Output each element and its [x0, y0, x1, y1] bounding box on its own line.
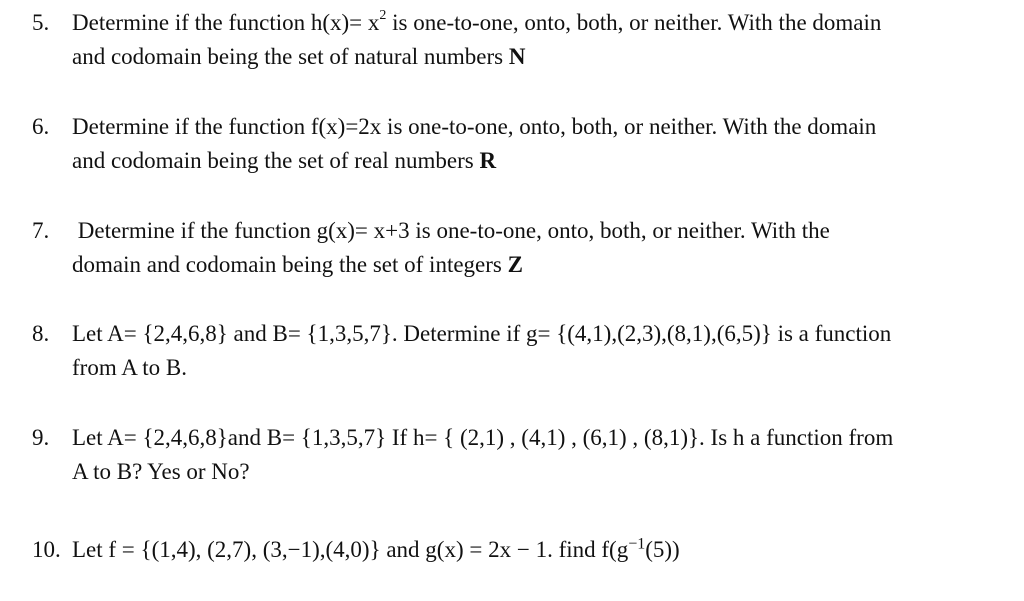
set-symbol: Z: [507, 252, 523, 277]
problem-line-1: Let A= {2,4,6,8}and B= {1,3,5,7} If h= { (2,1) , (4,1) , (6,1) , (8,1)}. Is h a function from: [72, 425, 894, 450]
problem-number: 9.: [32, 425, 50, 450]
problem-line-1: Let f = {(1,4), (2,7), (3,−1),(4,0)} and g(x) = 2x − 1. find $f(g^{-1}(5))$: [72, 535, 680, 562]
problem-line-2: A to B? Yes or No?: [72, 459, 250, 484]
problem-number: 8.: [32, 321, 50, 346]
superscript: 2: [379, 8, 387, 24]
problem-text: [72, 421, 1017, 489]
problem-text: [72, 6, 1017, 74]
set-symbol: R: [479, 148, 497, 173]
problem-number: 5.: [32, 10, 50, 35]
problem-line-2: and codomain being the set of real numbers R: [72, 148, 497, 173]
problem-text: [72, 317, 1017, 385]
problem-text: [72, 214, 1017, 282]
problem-line-2: from A to B.: [72, 355, 188, 380]
superscript: −1: [628, 535, 646, 553]
set-symbol: N: [508, 44, 526, 69]
problem-line-1: Determine if the function g(x)= x+3 is one-to-one, onto, both, or neither. With the: [72, 218, 830, 243]
problem-line-1: Determine if the function $h(x)= x^2$ is one-to-one, onto, both, or neither. With the domain: [72, 8, 882, 35]
problem-number: 7.: [32, 218, 50, 243]
problem-text: [72, 110, 1017, 178]
problem-line-2: and codomain being the set of natural numbers N: [72, 44, 526, 69]
problem-line-1: Let A= {2,4,6,8} and B= {1,3,5,7}. Determine if g= {(4,1),(2,3),(8,1),(6,5)} is a function: [72, 321, 892, 346]
problem-number: 6.: [32, 114, 50, 139]
problem-line-2: domain and codomain being the set of integers Z: [72, 252, 523, 277]
problem-line-1: Determine if the function f(x)=2x is one-to-one, onto, both, or neither. With the domain: [72, 114, 877, 139]
problem-number: 10.: [32, 537, 61, 562]
problem-text: [72, 533, 1017, 567]
